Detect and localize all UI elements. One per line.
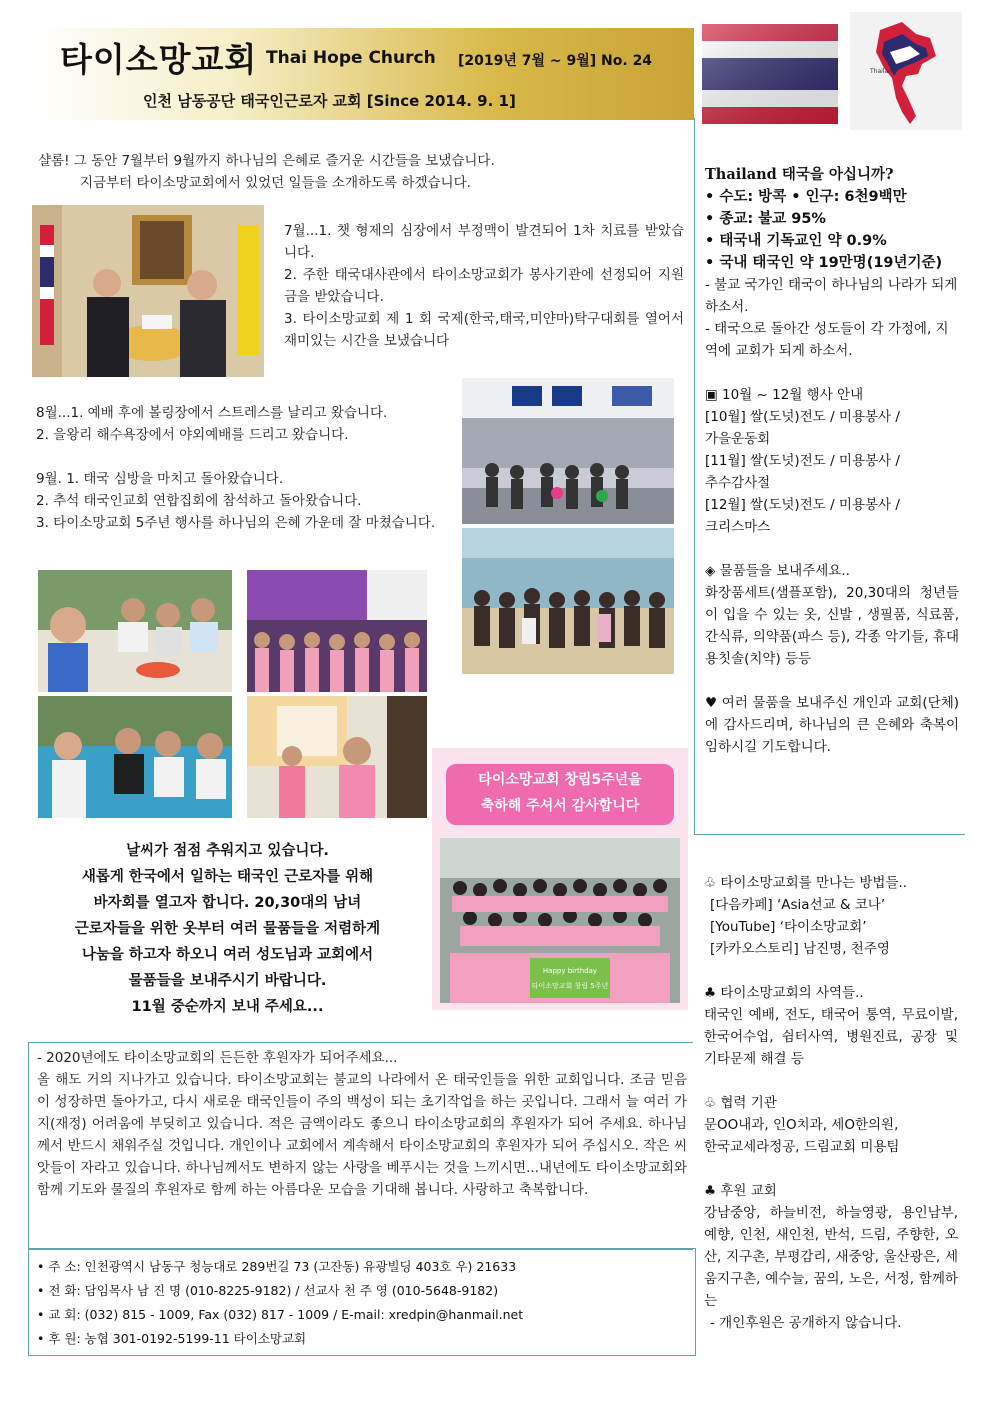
aug-sep-news [36, 402, 448, 534]
thai-flag-image [700, 20, 840, 128]
appeal-line-1: 날씨가 점점 추워지고 있습니다. [126, 843, 329, 859]
church-title-english: Thai Hope Church [266, 48, 436, 68]
spacer [36, 446, 448, 468]
dinner-photo [38, 570, 232, 692]
support-section [28, 1042, 693, 1250]
meet-youtube: [YouTube] ‘타이소망교회’ [710, 919, 867, 935]
church-description: 인천 남동공단 태국인근로자 교회 [Since 2014. 9. 1] [143, 92, 516, 110]
meet-title: ♧ 타이소망교회를 만나는 방법들.. [704, 875, 908, 891]
contact-section [28, 1248, 696, 1356]
map-label: Thailand [870, 68, 896, 75]
appeal-line-3: 바자회를 열고자 합니다. 20,30대의 남녀 [93, 895, 362, 911]
appeal-line-5: 나눔을 하고자 하오니 여러 성도님과 교회에서 [81, 947, 374, 963]
thanks-text: ♥ 여러 물품을 보내주신 개인과 교회(단체)에 감사드리며, 하나님의 큰 은혜와 축복이 임하시길 기도합니다. [705, 695, 959, 755]
partners-title: ♧ 협력 기관 [704, 1095, 777, 1111]
goods-title: ◈ 물품들을 보내주세요.. [705, 563, 850, 579]
bazaar-appeal [30, 838, 425, 1020]
support-heading: - 2020년에도 타이소망교회의 든든한 후원자가 되어주세요... [37, 1050, 398, 1066]
supporters-title: ♣ 후원 교회 [704, 1183, 777, 1199]
anniversary-banner [446, 764, 674, 825]
beach-photo [462, 528, 674, 674]
contact-donation: • 후 원: 농협 301-0192-5199-11 타이소망교회 [37, 1331, 307, 1346]
sep-item-2: 2. 추석 태국인교회 연합집회에 참석하고 돌아왔습니다. [36, 493, 362, 509]
sep-item-1: 9월. 1. 태국 심방을 마치고 돌아왔습니다. [36, 471, 284, 487]
cake-text: Happy birthday [542, 967, 598, 975]
intro-line-1: 샬롬! 그 동안 7월부터 9월까지 하나님의 은혜로 즐거운 시간들을 보냈습니다. [38, 153, 495, 169]
fact-christians: • 태국내 기독교인 약 0.9% [705, 233, 887, 249]
fact-thais-in-korea: • 국내 태국인 약 19만명(19년기준) [705, 255, 943, 271]
contact-phone: • 전 화: 담임목사 남 진 명 (010-8225-9182) / 선교사 천 주 영 (010-5648-9182) [37, 1283, 499, 1298]
church-title: 타이소망교회 [60, 40, 258, 79]
july-item-2: 2. 주한 태국대사관에서 타이소망교회가 봉사기관에 선정되어 지원금을 받았습니다. [284, 267, 684, 305]
service-photo [247, 570, 427, 692]
partners-1: 문OO내과, 인O치과, 세O한의원, [704, 1117, 899, 1133]
contact-address: • 주 소: 인천광역시 남동구 청능대로 289번길 73 (고잔동) 유광빌딩 403호 우) 21633 [37, 1259, 517, 1274]
event-dec-2: 크리스마스 [705, 519, 771, 535]
appeal-line-7: 11월 중순까지 보내 주세요... [131, 999, 324, 1015]
bowling-photo [462, 378, 674, 524]
fact-capital: • 수도: 방콕 • 인구: 6천9백만 [705, 189, 907, 205]
sidebar-ministry [694, 834, 964, 1334]
thailand-title: Thailand 태국을 아십니까? [705, 166, 894, 183]
group-photo [440, 838, 680, 1003]
appeal-line-6: 물품들을 보내주시기 바랍니다. [128, 973, 327, 989]
anniversary-line-2: 축하해 주셔서 감사합니다 [480, 798, 640, 814]
support-body: 올 해도 거의 지나가고 있습니다. 타이소망교회는 불교의 나라에서 온 태국인들을 위한 교회입니다. 조금 믿음이 성장하면 돌아가고, 다시 새로운 태국인들이 주의 백성이 되는 초기작업을 하는 곳입니다. 그래서 늘 여러 가지(재정) 어려움에 부딪히고 있습니다. 적은 금액이라도 좋으니 타이소망교회의 후원자가 되어 주세요. 하나님께서 반드시 채워주실 것입니다. 개인이나 교회에서 계속해서 타이소망교회의 후원자가 되어 주십시오. 작은 씨앗들이 자라고 있습니다. 하나님께서도 변하지 않는 사랑을 베푸시는 것을 느끼시면...내년에도 타이소망교회와 함께 기도와 물질의 후원자로 함께 하는 아름다운 모습을 기대해 봅니다. 사랑하고 축복합니다. [37, 1072, 687, 1198]
prayer-1: - 불교 국가인 태국이 하나님의 나라가 되게 하소서. [705, 277, 958, 315]
sep-item-3: 3. 타이소망교회 5주년 행사를 하나님의 은혜 가운데 잘 마쳤습니다. [36, 515, 436, 531]
partners-2: 한국교세라정공, 드림교회 미용팀 [704, 1139, 900, 1155]
intro-line-2: 지금부터 타이소망교회에서 있었던 일들을 소개하도록 하겠습니다. [80, 175, 471, 191]
event-dec: [12월] 쌀(도넛)전도 / 미용봉사 / [705, 497, 900, 513]
header-banner [28, 28, 694, 120]
embassy-photo [32, 205, 264, 377]
aug-item-2: 2. 을왕리 해수욕장에서 야외예배를 드리고 왔습니다. [36, 427, 349, 443]
intro-text [38, 150, 678, 194]
issue-info: [2019년 7월 ~ 9월] No. 24 [458, 53, 653, 69]
baptism-photo [38, 696, 232, 818]
prayer-2: - 태국으로 돌아간 성도들이 각 가정에, 지역에 교회가 되게 하소서. [705, 321, 949, 359]
fact-religion: • 종교: 불교 95% [705, 211, 826, 227]
appeal-line-4: 근로자들을 위한 옷부터 여러 물품들을 저렴하게 [74, 921, 381, 937]
supporters-body: 강남중앙, 하늘비전, 하늘영광, 용인남부, 예향, 인천, 새인천, 반석, 드림, 주향한, 오산, 지구촌, 부평감리, 새중앙, 울산광은, 세움지구촌, 예수늘, 꿈의, 노은, 서정, 함께하는 [704, 1205, 958, 1309]
aug-item-1: 8월...1. 예배 후에 볼링장에서 스트레스를 날리고 왔습니다. [36, 405, 388, 421]
event-nov-2: 추수감사절 [705, 475, 771, 491]
goods-body: 화장품세트(샘플포함), 20,30대의 청년들이 입을 수 있는 옷, 신발 , 생필품, 식료품, 간식류, 의약품(파스 등), 각종 악기들, 휴대용칫솔(치약) 등등 [705, 585, 959, 667]
sidebar-info [694, 118, 965, 835]
contact-church: • 교 회: (032) 815 - 1009, Fax (032) 817 - 1009 / E-mail: xredpin@hanmail.net [37, 1307, 524, 1322]
july-item-3: 3. 타이소망교회 제 1 회 국제(한국,태국,미얀마)탁구대회를 열어서 재미있는 시간을 보냈습니다 [284, 311, 684, 349]
event-oct: [10월] 쌀(도넛)전도 / 미용봉사 / [705, 409, 900, 425]
thailand-map-image [850, 12, 962, 130]
appeal-line-2: 새롭게 한국에서 일하는 태국인 근로자를 위해 [81, 869, 374, 885]
anniversary-stage-photo [247, 696, 427, 818]
meet-kakao: [카카오스토리] 남진명, 천주영 [710, 941, 890, 957]
supporters-note: - 개인후원은 공개하지 않습니다. [710, 1315, 902, 1331]
event-oct-2: 가을운동회 [705, 431, 771, 447]
ministry-title: ♣ 타이소망교회의 사역들.. [704, 985, 864, 1001]
ministry-body: 태국인 예배, 전도, 태국어 통역, 무료이발, 한국어수업, 쉼터사역, 병원진료, 공장 및 기타문제 해결 등 [704, 1007, 958, 1067]
july-news [284, 220, 684, 352]
meet-cafe: [다음카페] ‘Asia선교 & 코나’ [710, 897, 886, 913]
anniversary-card [432, 748, 688, 1010]
cake-sign: 타이소망교회 창립 5주년 [531, 982, 609, 990]
events-title: ▣ 10월 ~ 12월 행사 안내 [705, 387, 864, 403]
anniversary-line-1: 타이소망교회 창립5주년을 [478, 772, 642, 788]
july-item-1: 7월...1. 챗 형제의 심장에서 부정맥이 발견되어 1차 치료를 받았습니다. [284, 223, 684, 261]
event-nov: [11월] 쌀(도넛)전도 / 미용봉사 / [705, 453, 900, 469]
